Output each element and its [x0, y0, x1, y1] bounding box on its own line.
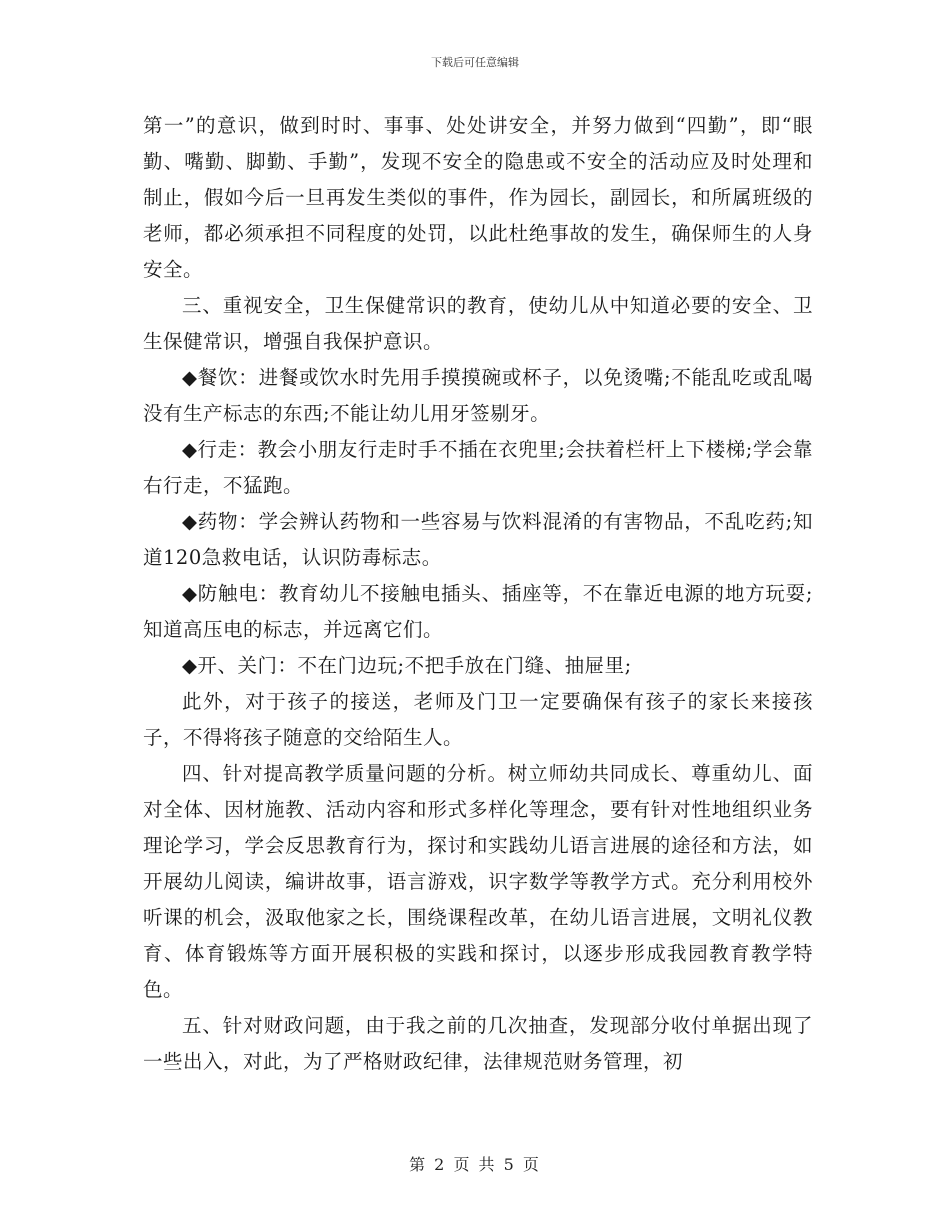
paragraph-pickup: 此外，对于孩子的接送，老师及门卫一定要确保有孩子的家长来接孩子，不得将孩子随意的交给陌生人。 [143, 690, 813, 749]
paragraph-section-four: 四、针对提高教学质量问题的分析。树立师幼共同成长、尊重幼儿、面对全体、因材施教、活动内容和形式多样化等理念，要有针对性地组织业务理论学习，学会反思教育行为，探讨和实践幼儿语言进展的途径和方法，如开展幼儿阅读，编讲故事，语言游戏，识字数学等教学方式。充分利用校外听课的机会，汲取他家之长，围绕课程改革，在幼儿语言进展，文明礼仪教育、体育锻炼等方面开展积极的实践和探讨，以逐步形成我园教育教学特色。 [143, 762, 813, 1001]
paragraph-section-five: 五、针对财政问题，由于我之前的几次抽查，发现部分收付单据出现了一些出入，对此，为了严格财政纪律，法律规范财务管理，初 [143, 1014, 813, 1073]
paragraph-section-three: 三、重视安全，卫生保健常识的教育，使幼儿从中知道必要的安全、卫生保健常识，增强自我保护意识。 [143, 294, 813, 353]
page-number: 第 2 页 共 5 页 [409, 1155, 541, 1174]
page-header: 下载后可任意编辑 [431, 56, 519, 69]
document-body [143, 108, 813, 1080]
paragraph-walking: ◆行走：教会小朋友行走时手不插在衣兜里;会扶着栏杆上下楼梯;学会靠右行走，不猛跑。 [143, 438, 813, 497]
paragraph-electricity: ◆防触电：教育幼儿不接触电插头、插座等，不在靠近电源的地方玩耍;知道高压电的标志，并远离它们。 [143, 582, 813, 641]
paragraph-safety-awareness: 第一”的意识，做到时时、事事、处处讲安全，并努力做到“四勤”，即“眼勤、嘴勤、脚勤、手勤”，发现不安全的隐患或不安全的活动应及时处理和制止，假如今后一旦再发生类似的事件，作为园长，副园长，和所属班级的老师，都必须承担不同程度的处罚，以此杜绝事故的发生，确保师生的人身安全。 [143, 114, 813, 281]
paragraph-medicine: ◆药物：学会辨认药物和一些容易与饮料混淆的有害物品，不乱吃药;知道120急救电话，认识防毒标志。 [143, 510, 813, 569]
paragraph-dining: ◆餐饮：进餐或饮水时先用手摸摸碗或杯子，以免烫嘴;不能乱吃或乱喝没有生产标志的东西;不能让幼儿用牙签剔牙。 [143, 366, 813, 425]
paragraph-doors: ◆开、关门：不在门边玩;不把手放在门缝、抽屉里; [182, 654, 632, 677]
